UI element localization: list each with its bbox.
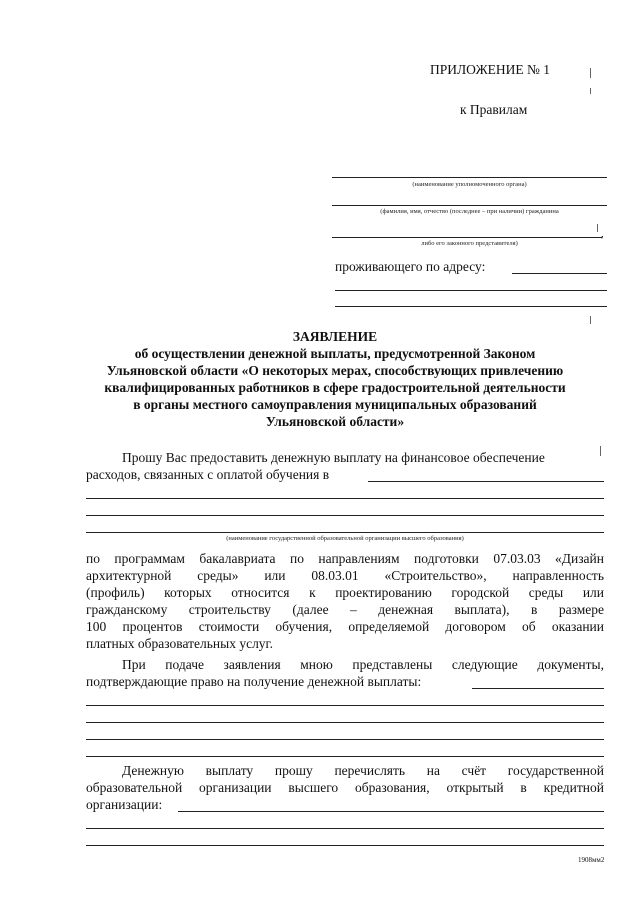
authority-caption: (наименование уполномоченного органа) (412, 181, 527, 188)
appendix-number: ПРИЛОЖЕНИЕ № 1 (430, 62, 551, 77)
programs-line: (профиль) которых относится к проектированию городской среды или (86, 585, 604, 600)
title-line: в органы местного самоуправления муниципальных образований (133, 397, 537, 412)
fio-line (332, 205, 607, 206)
address-line-2 (335, 290, 607, 291)
authority-line (332, 177, 607, 178)
org-name-line-1 (368, 481, 604, 482)
transfer-line-1: Денежную выплату прошу перечислять на счёт государственной (122, 763, 604, 778)
title-line: Ульяновской области» (265, 414, 405, 429)
org-name-line-4 (86, 532, 604, 533)
scan-mark (590, 68, 591, 78)
scan-mark (590, 316, 591, 324)
org-name-line-2 (86, 498, 604, 499)
document-heading: ЗАЯВЛЕНИЕ (292, 329, 378, 344)
title-line: Ульяновской области «О некоторых мерах, способствующих привлечению (106, 363, 564, 378)
request-line-1: Прошу Вас предоставить денежную выплату на финансовое обеспечение (122, 450, 545, 465)
bank-fill-line-3 (86, 845, 604, 846)
title-line: об осуществлении денежной выплаты, предусмотренной Законом (134, 346, 536, 361)
org-name-line-3 (86, 515, 604, 516)
scan-mark (590, 88, 591, 94)
org-caption: (наименование государственной образовательной организации высшего образования) (226, 535, 464, 542)
to-rules-label: к Правилам (460, 102, 528, 117)
document-code: 1908мм2 (578, 856, 605, 864)
representative-line (332, 237, 602, 238)
programs-line: гражданскому строительству (далее – денежная выплата), в размере (86, 602, 604, 617)
address-label: проживающего по адресу: (335, 259, 486, 274)
programs-last-line: платных образовательных услуг. (86, 636, 273, 651)
address-line-3 (335, 306, 607, 307)
scan-mark (597, 224, 598, 232)
documents-line-1: При подаче заявления мною представлены следующие документы, (122, 657, 604, 672)
programs-line: архитектурной среды» или 08.03.01 «Строительство», направленность (86, 568, 604, 583)
fio-caption: (фамилия, имя, отчество (последнее – при наличии) гражданина (380, 208, 559, 215)
programs-line: 100 процентов стоимости обучения, определяемой договором об оказании (86, 619, 604, 634)
documents-fill-line-4 (86, 739, 604, 740)
documents-fill-line-3 (86, 722, 604, 723)
representative-caption: либо его законного представителя) (421, 240, 518, 247)
title-line: квалифицированных работников в сфере градостроительной деятельности (104, 380, 566, 395)
documents-fill-line-5 (86, 756, 604, 757)
programs-line: по программам бакалавриата по направлениям подготовки 07.03.03 «Дизайн (86, 551, 604, 566)
bank-fill-line-1 (178, 811, 604, 812)
documents-line-2: подтверждающие право на получение денежной выплаты: (86, 674, 422, 689)
address-line-1 (512, 273, 607, 274)
request-line-2: расходов, связанных с оплатой обучения в (86, 467, 330, 482)
bank-fill-line-2 (86, 828, 604, 829)
documents-fill-line-1 (472, 688, 604, 689)
transfer-line-3: организации: (86, 797, 163, 812)
comma-mark: , (601, 228, 604, 240)
transfer-line-2: образовательной организации высшего образования, открытый в кредитной (86, 780, 604, 795)
documents-fill-line-2 (86, 705, 604, 706)
